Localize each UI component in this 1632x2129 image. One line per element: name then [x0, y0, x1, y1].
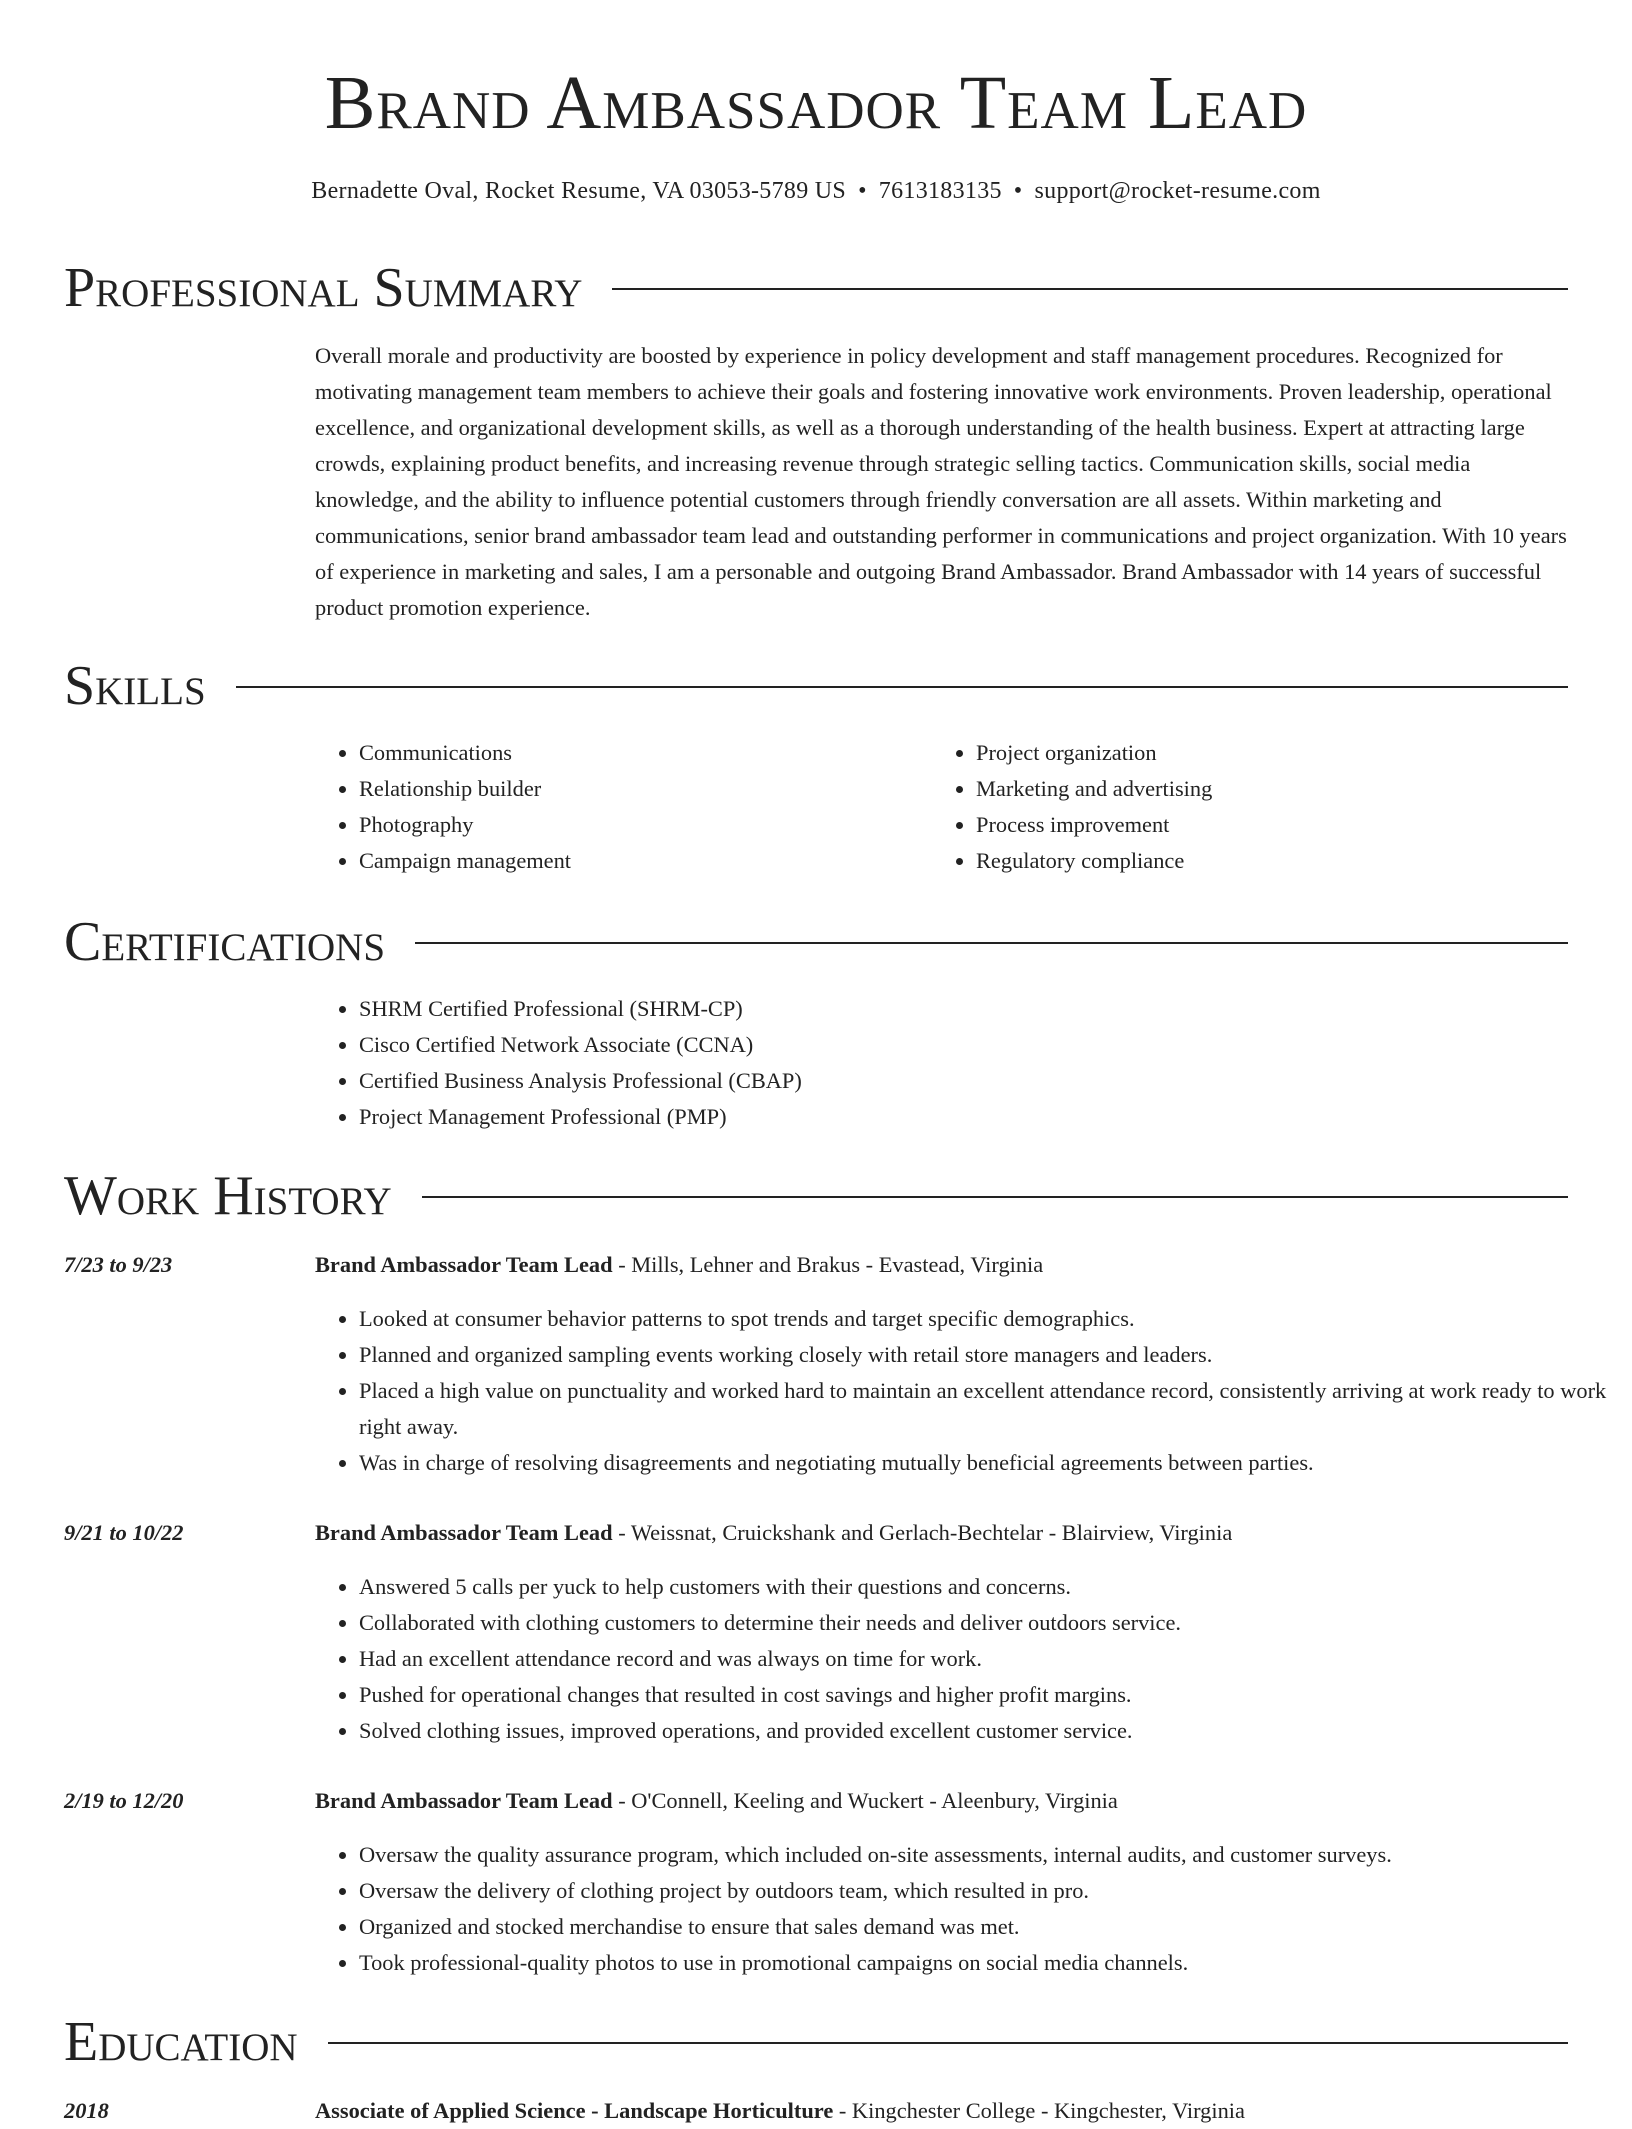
section-heading: Work History — [64, 1166, 422, 1226]
skill-item: • Communications — [359, 735, 919, 771]
certification-item: • SHRM Certified Professional (SHRM-CP) — [359, 991, 1609, 1027]
education-year: 2018 — [64, 2098, 109, 2123]
skill-item: • Regulatory compliance — [976, 843, 1536, 879]
skill-item: • Process improvement — [976, 807, 1536, 843]
section-heading: Certifications — [64, 912, 415, 972]
job-bullet: • Placed a high value on punctuality and worked hard to maintain an excellent attendance record, consistently arriving at work ready to work right away. — [359, 1373, 1612, 1445]
job-bullet: • Oversaw the quality assurance program, which included on-site assessments, internal audits, and customer surveys. — [359, 1837, 1612, 1873]
section-certifications — [64, 912, 1568, 972]
job-employer: - Weissnat, Cruickshank and Gerlach-Bechtelar - Blairview, Virginia — [612, 1520, 1233, 1545]
job-bullet: • Solved clothing issues, improved operations, and provided excellent customer service. — [359, 1713, 1612, 1749]
job-dates: 2/19 to 12/20 — [64, 1788, 184, 1813]
skill-item: • Campaign management — [359, 843, 919, 879]
contact-email[interactable]: support@rocket-resume.com — [1034, 178, 1321, 204]
job-bullet: • Pushed for operational changes that resulted in cost savings and higher profit margins. — [359, 1677, 1612, 1713]
skill-item: • Marketing and advertising — [976, 771, 1536, 807]
contact-separator: • — [1013, 178, 1023, 204]
job-employer: - O'Connell, Keeling and Wuckert - Aleenbury, Virginia — [612, 1788, 1118, 1813]
job-heading — [315, 1515, 1232, 1551]
skills-list-left — [315, 735, 919, 879]
section-heading: Professional Summary — [64, 258, 612, 318]
section-professional-summary — [64, 258, 1568, 318]
job-bullet: • Collaborated with clothing customers to determine their needs and deliver outdoors service. — [359, 1605, 1612, 1641]
job-heading — [315, 1247, 1043, 1283]
job-bullet: • Was in charge of resolving disagreements and negotiating mutually beneficial agreements between parties. — [359, 1445, 1612, 1481]
job-bullet: • Oversaw the delivery of clothing project by outdoors team, which resulted in pro. — [359, 1873, 1612, 1909]
section-heading: Education — [64, 2012, 328, 2072]
certification-item: • Cisco Certified Network Associate (CCNA) — [359, 1027, 1609, 1063]
job-employer: - Mills, Lehner and Brakus - Evastead, Virginia — [612, 1252, 1044, 1277]
certification-item: • Certified Business Analysis Professional (CBAP) — [359, 1063, 1609, 1099]
job-bullets — [315, 1569, 1612, 1749]
job-bullets — [315, 1301, 1612, 1481]
job-dates: 9/21 to 10/22 — [64, 1520, 184, 1545]
certification-item: • Project Management Professional (PMP) — [359, 1099, 1609, 1135]
education-school: - Kingchester College - Kingchester, Virginia — [833, 2098, 1245, 2123]
education-heading — [315, 2093, 1245, 2129]
job-bullets — [315, 1837, 1612, 1981]
job-heading — [315, 1783, 1118, 1819]
certifications-list — [315, 991, 1609, 1135]
contact-phone: 7613183135 — [878, 178, 1002, 204]
job-title: Brand Ambassador Team Lead — [315, 1788, 613, 1813]
job-bullet: • Planned and organized sampling events working closely with retail store managers and leaders. — [359, 1337, 1612, 1373]
job-bullet: • Organized and stocked merchandise to ensure that sales demand was met. — [359, 1909, 1612, 1945]
job-title: Brand Ambassador Team Lead — [315, 1520, 613, 1545]
section-work-history — [64, 1166, 1568, 1226]
contact-separator: • — [858, 178, 867, 204]
job-bullet: • Looked at consumer behavior patterns to spot trends and target specific demographics. — [359, 1301, 1612, 1337]
skill-item: • Photography — [359, 807, 919, 843]
education-degree: Associate of Applied Science - Landscape Horticulture — [315, 2098, 834, 2123]
section-heading: Skills — [64, 656, 236, 716]
skills-list-right — [932, 735, 1536, 879]
job-bullet: • Took professional-quality photos to use in promotional campaigns on social media channels. — [359, 1945, 1612, 1981]
skill-item: • Relationship builder — [359, 771, 919, 807]
skill-item: • Project organization — [976, 735, 1536, 771]
job-bullet: • Had an excellent attendance record and was always on time for work. — [359, 1641, 1612, 1677]
summary-text: Overall morale and productivity are boosted by experience in policy development and staff management procedures. Recognized for motivating management team members to achieve their goals and fostering innovative work environments. Proven leadership, operational excellence, and organizational development skills, as well as a thorough understanding of the health business. Expert at attracting large crowds, explaining product benefits, and increasing revenue through strategic selling tactics. Communication skills, social media knowledge, and the ability to influence potential customers through friendly conversation are all assets. Within marketing and communications, senior brand ambassador team lead and outstanding performer in communications and project organization. With 10 years of experience in marketing and sales, I am a personable and outgoing Brand Ambassador. Brand Ambassador with 14 years of successful product promotion experience. — [315, 343, 1567, 620]
job-dates: 7/23 to 9/23 — [64, 1252, 173, 1277]
job-bullet: • Answered 5 calls per yuck to help customers with their questions and concerns. — [359, 1569, 1612, 1605]
contact-address: Bernadette Oval, Rocket Resume, VA 03053-5789 US — [311, 178, 847, 204]
section-skills — [64, 656, 1568, 716]
section-education — [64, 2012, 1568, 2072]
contact-line — [0, 176, 1632, 206]
section-divider — [64, 686, 1568, 688]
resume-title: Brand Ambassador Team Lead — [324, 61, 1308, 145]
job-title: Brand Ambassador Team Lead — [315, 1252, 613, 1277]
